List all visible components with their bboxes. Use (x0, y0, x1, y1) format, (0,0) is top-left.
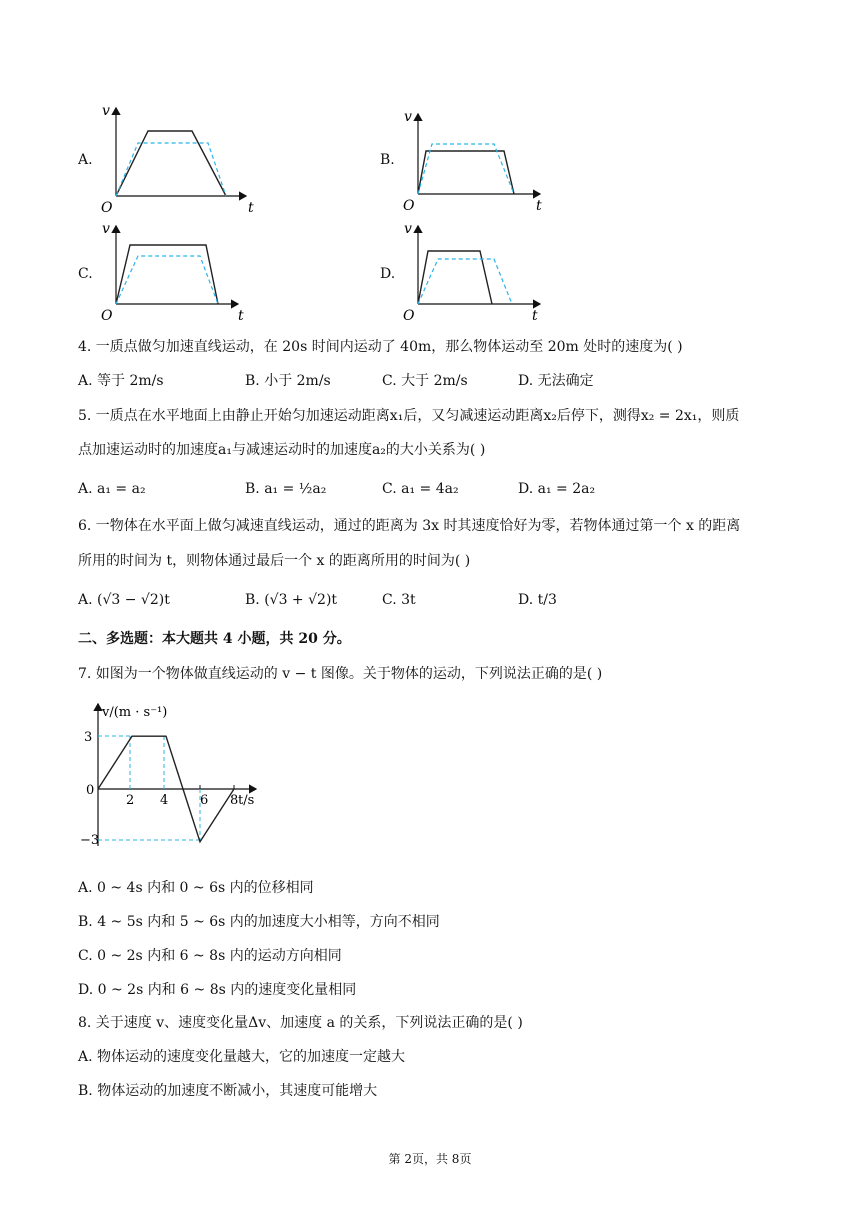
q3-option-a-label[interactable]: A. (78, 152, 93, 168)
q6-stem-line1: 6. 一物体在水平面上做匀减速直线运动，通过的距离为 3x 时其速度恰好为零，若物体通过第一个 x 的距离 (78, 518, 741, 534)
q3-option-d-label[interactable]: D. (380, 266, 396, 282)
q5-option-a[interactable]: A. a₁ = a₂ (78, 481, 146, 497)
q3-graph-c (100, 218, 250, 330)
q5-option-d[interactable]: D. a₁ = 2a₂ (518, 481, 596, 497)
q6-option-c[interactable]: C. 3t (382, 592, 416, 608)
q3-option-c-label[interactable]: C. (78, 266, 93, 282)
q7-option-c[interactable]: C. 0 ~ 2s 内和 6 ~ 8s 内的运动方向相同 (78, 948, 342, 964)
q6-stem-line2: 所用的时间为 t，则物体通过最后一个 x 的距离所用的时间为( ) (78, 553, 471, 569)
v-axis-label: v (102, 221, 110, 237)
q7-xtick-4: 4 (160, 793, 169, 808)
q7-option-a[interactable]: A. 0 ~ 4s 内和 0 ~ 6s 内的位移相同 (78, 880, 314, 896)
dashed-graph (116, 256, 218, 304)
dashed-graph (418, 259, 512, 304)
q3-graph-a (100, 98, 260, 216)
v-axis-label: v (102, 103, 110, 119)
q6-option-b[interactable]: B. (√3 + √2)t (245, 592, 338, 608)
q7-option-d[interactable]: D. 0 ~ 2s 内和 6 ~ 8s 内的速度变化量相同 (78, 982, 357, 998)
solid-graph (116, 131, 226, 196)
q7-xtick-8: 8 (230, 793, 239, 808)
solid-graph (116, 245, 218, 304)
q7-vt-graph (80, 696, 280, 856)
q7-ytick-neg3: −3 (80, 833, 100, 848)
t-axis-label: t (536, 198, 542, 214)
v-axis-label: v (404, 109, 412, 125)
t-axis-label: t (238, 308, 244, 324)
dashed-graph (116, 143, 226, 196)
q7-stem: 7. 如图为一个物体做直线运动的 v − t 图像。关于物体的运动，下列说法正确的是( ) (78, 666, 603, 682)
q5-option-c[interactable]: C. a₁ = 4a₂ (382, 481, 459, 497)
q7-ylabel: v/(m · s⁻¹) (102, 705, 168, 720)
page-footer: 第 2页，共 8页 (388, 1152, 472, 1166)
q8-stem: 8. 关于速度 v、速度变化量Δv、加速度 a 的关系，下列说法正确的是( ) (78, 1015, 523, 1031)
q7-ytick-3: 3 (84, 730, 93, 745)
q4-stem: 4. 一质点做匀加速直线运动，在 20s 时间内运动了 40m，那么物体运动至 20m 处时的速度为( ) (78, 339, 683, 355)
q4-option-d[interactable]: D. 无法确定 (518, 373, 594, 389)
q4-option-c[interactable]: C. 大于 2m/s (382, 373, 468, 389)
q7-option-b[interactable]: B. 4 ~ 5s 内和 5 ~ 6s 内的加速度大小相等，方向不相同 (78, 914, 440, 930)
q3-graph-d (402, 218, 552, 330)
q5-stem-line1: 5. 一质点在水平地面上由静止开始匀加速运动距离x₁后，又匀减速运动距离x₂后停下，测得x₂ = 2x₁，则质 (78, 408, 740, 424)
q4-option-b[interactable]: B. 小于 2m/s (245, 373, 331, 389)
q8-option-a[interactable]: A. 物体运动的速度变化量越大，它的加速度一定越大 (78, 1049, 406, 1065)
q3-option-b-label[interactable]: B. (380, 152, 395, 168)
q7-xlabel: t/s (238, 793, 255, 808)
q3-graph-b (402, 104, 552, 216)
q5-stem-line2: 点加速运动时的加速度a₁与减速运动时的加速度a₂的大小关系为( ) (78, 442, 486, 458)
q5-option-b[interactable]: B. a₁ = ½a₂ (245, 481, 327, 497)
q6-option-a[interactable]: A. (√3 − √2)t (78, 592, 170, 608)
origin-label: O (101, 200, 113, 216)
t-axis-label: t (248, 200, 254, 216)
origin-label: O (403, 308, 415, 324)
t-axis-label: t (532, 308, 538, 324)
q7-xtick-6: 6 (200, 793, 209, 808)
q7-xtick-2: 2 (126, 793, 135, 808)
q8-option-b[interactable]: B. 物体运动的加速度不断减小，其速度可能增大 (78, 1083, 378, 1099)
v-axis-label: v (404, 221, 412, 237)
origin-label: O (101, 308, 113, 324)
q4-option-a[interactable]: A. 等于 2m/s (78, 373, 164, 389)
origin-label: O (403, 198, 415, 214)
q6-option-d[interactable]: D. t/3 (518, 592, 557, 608)
q7-ytick-0: 0 (86, 783, 95, 798)
section-heading-multi-choice: 二、多选题：本大题共 4 小题，共 20 分。 (78, 631, 351, 647)
